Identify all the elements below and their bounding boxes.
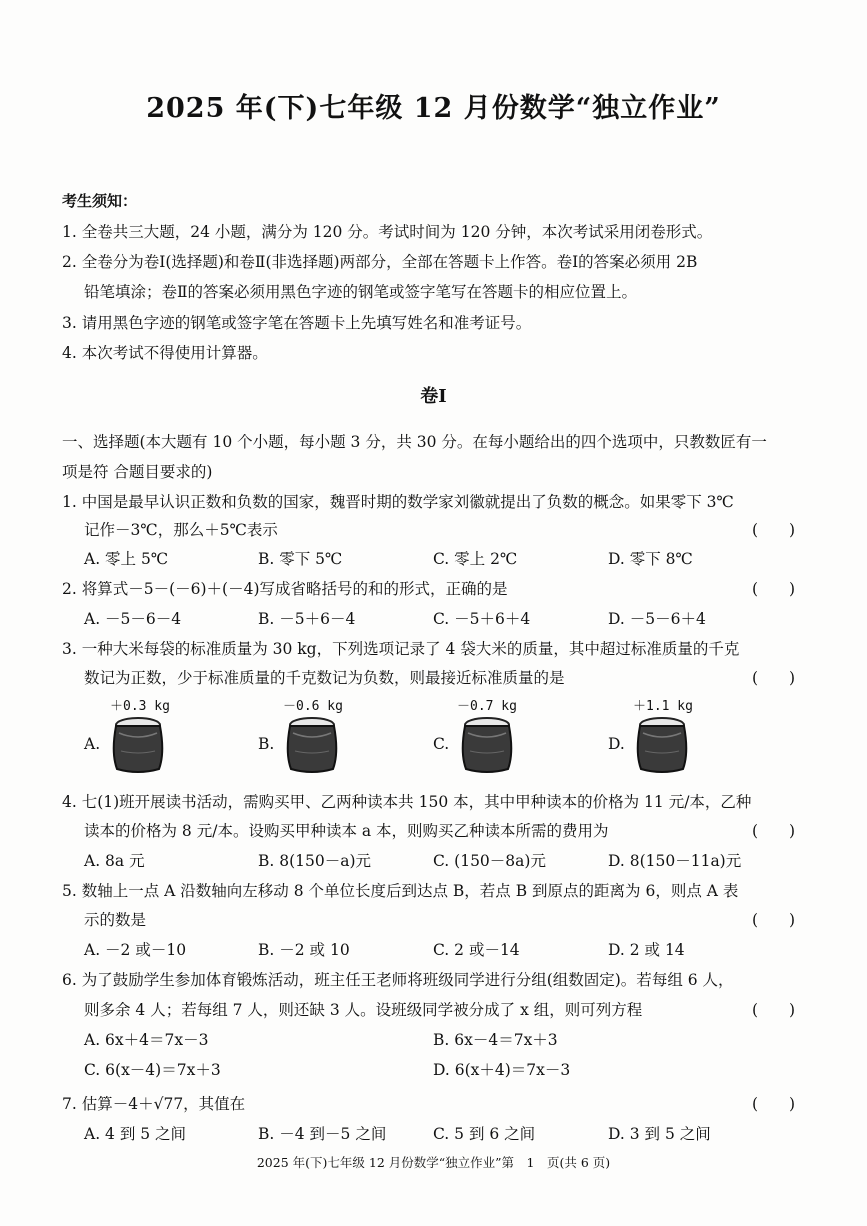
q5-text-cont: 示的数是 [84,911,147,929]
q1-text-cont: 记作－3℃，那么＋5℃表示 [84,521,278,539]
part1-heading: 一、选择题(本大题有 10 个小题，每小题 3 分，共 30 分。在每小题给出的四个选项中，只教数匠有一 [62,433,767,451]
notice-item-4: 4. 本次考试不得使用计算器。 [62,344,268,362]
q4-option-a: A. 8a 元 [84,852,145,870]
q7-option-c: C. 5 到 6 之间 [433,1125,536,1143]
q7-option-d: D. 3 到 5 之间 [608,1125,711,1143]
q3-option-b: B. [258,735,275,753]
q4-option-b: B. 8(150－a)元 [258,852,372,870]
q2-option-a: A. －5－6－4 [84,610,182,628]
q3-bag-label-c: －0.7 kg [457,699,517,714]
q1-text: 1. 中国是最早认识正数和负数的国家，魏晋时期的数学家刘徽就提出了负数的概念。如果零下 3℃ [62,493,734,511]
q5-option-d: D. 2 或 14 [608,941,685,959]
q7-answer-paren: ( ) [752,1095,796,1113]
notice-item-2: 2. 全卷分为卷Ⅰ(选择题)和卷Ⅱ(非选择题)两部分，全部在答题卡上作答。卷Ⅰ的答案必须用 2B [62,253,698,271]
q7-text: 7. 估算－4＋√77，其值在 [62,1095,246,1113]
q1-option-a: A. 零上 5℃ [84,550,169,568]
q3-option-c: C. [433,735,450,753]
q6-option-d: D. 6(x＋4)＝7x－3 [433,1061,571,1079]
q7-option-b: B. －4 到－5 之间 [258,1125,387,1143]
q2-option-c: C. －5＋6＋4 [433,610,531,628]
page-footer: 2025 年(下)七年级 12 月份数学“独立作业”第 1 页(共 6 页) [256,1155,611,1170]
notice-item-3: 3. 请用黑色字迹的钢笔或签字笔在答题卡上先填写姓名和准考证号。 [62,314,532,332]
q3-bag-label-d: ＋1.1 kg [633,699,693,714]
q4-answer-paren: ( ) [752,822,796,840]
q5-option-b: B. －2 或 10 [258,941,350,959]
q4-option-c: C. (150－8a)元 [433,852,546,870]
q2-option-d: D. －5－6＋4 [608,610,706,628]
q1-option-d: D. 零下 8℃ [608,550,693,568]
q5-option-a: A. －2 或－10 [84,941,187,959]
q5-text: 5. 数轴上一点 A 沿数轴向左移动 8 个单位长度后到达点 B，若点 B 到原点的距离为 6，则点 A 表 [62,882,739,900]
q4-text-cont: 读本的价格为 8 元/本。设购买甲种读本 a 本，则购买乙种读本所需的费用为 [84,822,609,840]
q1-option-c: C. 零上 2℃ [433,550,518,568]
q1-option-b: B. 零下 5℃ [258,550,343,568]
q4-text: 4. 七(1)班开展读书活动，需购买甲、乙两种读本共 150 本，其中甲种读本的价格为 11 元/本，乙种 [62,793,752,811]
rice-bag-icon [107,713,169,775]
q1-answer-paren: ( ) [752,521,796,539]
section-heading: 卷Ⅰ [420,386,447,407]
q6-option-a: A. 6x＋4＝7x－3 [84,1031,209,1049]
part1-heading-cont: 项是符 合题目要求的) [62,463,213,481]
q6-text: 6. 为了鼓励学生参加体育锻炼活动，班主任王老师将班级同学进行分组(组数固定)。若每组 6 人， [62,971,734,989]
q4-option-d: D. 8(150－11a)元 [608,852,742,870]
notice-item-1: 1. 全卷共三大题，24 小题，满分为 120 分。考试时间为 120 分钟，本次考试采用闭卷形式。 [62,223,713,241]
rice-bag-icon [281,713,343,775]
q3-text: 3. 一种大米每袋的标准质量为 30 kg，下列选项记录了 4 袋大米的质量，其中超过标准质量的千克 [62,640,740,658]
q5-answer-paren: ( ) [752,911,796,929]
q3-answer-paren: ( ) [752,669,796,687]
q6-text-cont: 则多余 4 人；若每组 7 人，则还缺 3 人。设班级同学被分成了 x 组，则可列方程 [84,1001,643,1019]
q3-option-d: D. [608,735,625,753]
page-title: 2025 年(下)七年级 12 月份数学“独立作业” [146,93,721,124]
q6-option-b: B. 6x－4＝7x＋3 [433,1031,558,1049]
rice-bag-icon [631,713,693,775]
q3-bag-label-a: ＋0.3 kg [110,699,170,714]
q3-option-a: A. [84,735,101,753]
q2-text: 2. 将算式－5－(－6)＋(－4)写成省略括号的和的形式，正确的是 [62,580,508,598]
q6-option-c: C. 6(x－4)＝7x＋3 [84,1061,221,1079]
q7-option-a: A. 4 到 5 之间 [84,1125,187,1143]
q3-bag-label-b: －0.6 kg [283,699,343,714]
notice-heading: 考生须知： [62,192,138,210]
q2-option-b: B. －5＋6－4 [258,610,356,628]
q2-answer-paren: ( ) [752,580,796,598]
rice-bag-icon [456,713,518,775]
q6-answer-paren: ( ) [752,1001,796,1019]
notice-item-2-cont: 铅笔填涂；卷Ⅱ的答案必须用黑色字迹的钢笔或签字笔写在答题卡的相应位置上。 [84,283,638,301]
q5-option-c: C. 2 或－14 [433,941,520,959]
q3-text-cont: 数记为正数，少于标准质量的千克数记为负数，则最接近标准质量的是 [84,669,565,687]
